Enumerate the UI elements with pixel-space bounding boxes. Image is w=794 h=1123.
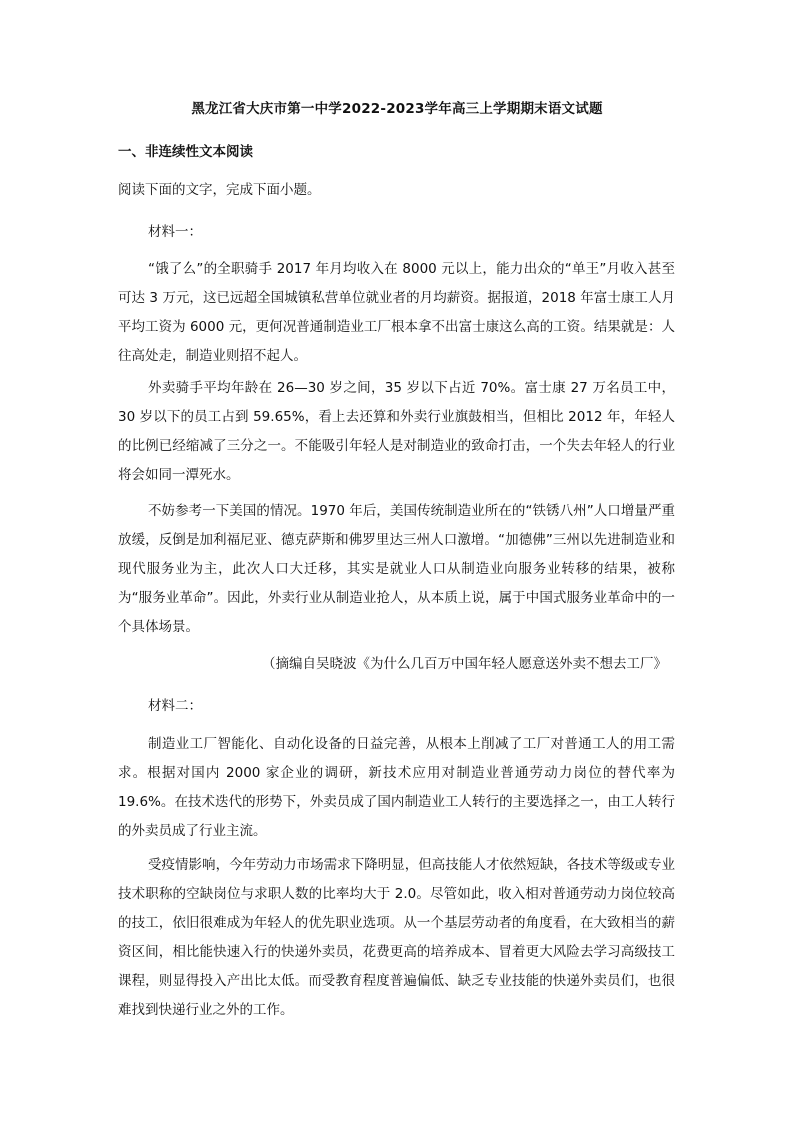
material-two-label: 材料二： — [148, 698, 202, 714]
section-heading: 一、非连续性文本阅读 — [118, 144, 253, 160]
material-one-paragraph-2: 外卖骑手平均年龄在 26—30 岁之间，35 岁以下占近 70%。富士康 27 万名员工中，30 岁以下的员工占到 59.65%，看上去还算和外卖行业旗鼓相当，但相比 2012 年，年轻人的比例已经缩减了三分之一。不能吸引年轻人是对制造业的致命打击，一个失去年轻人的行业将会如同一潭死水。 — [118, 380, 675, 483]
material-two-paragraph-1: 制造业工厂智能化、自动化设备的日益完善，从根本上削减了工厂对普通工人的用工需求。根据对国内 2000 家企业的调研，新技术应用对制造业普通劳动力岗位的替代率为 19.6%。在技术迭代的形势下，外卖员成了国内制造业工人转行的主要选择之一，由工人转行的外卖员成了行业主流。 — [118, 736, 675, 839]
material-two-paragraph-2: 受疫情影响，今年劳动力市场需求下降明显，但高技能人才依然短缺，各技术等级或专业技术职称的空缺岗位与求职人数的比率均大于 2.0。尽管如此，收入相对普通劳动力岗位较高的技工，依旧很难成为年轻人的优先职业选项。从一个基层劳动者的角度看，在大致相当的薪资区间，相比能快速入行的快递外卖员，花费更高的培养成本、冒着更大风险去学习高级技工课程，则显得投入产出比太低。而受教育程度普遍偏低、缺乏专业技能的快递外卖员们，也很难找到快递行业之外的工作。 — [118, 857, 675, 1018]
document-title: 黑龙江省大庆市第一中学2022-2023学年高三上学期期末语文试题 — [191, 101, 603, 117]
material-one-label: 材料一： — [148, 224, 202, 240]
material-one-paragraph-1: “饿了么”的全职骑手 2017 年月均收入在 8000 元以上，能力出众的“单王”月收入甚至可达 3 万元，这已远超全国城镇私营单位就业者的月均薪资。据报道，2018 年富士康工人月平均工资为 6000 元，更何况普通制造业工厂根本拿不出富士康这么高的工资。结果就是：人往高处走，制造业则招不起人。 — [118, 261, 675, 364]
material-one-source: （摘编自吴晓波《为什么几百万中国年轻人愿意送外卖不想去工厂》 — [262, 656, 667, 672]
instruction-text: 阅读下面的文字，完成下面小题。 — [118, 182, 321, 198]
material-one-paragraph-3: 不妨参考一下美国的情况。1970 年后，美国传统制造业所在的“铁锈八州”人口增量严重放缓，反倒是加利福尼亚、德克萨斯和佛罗里达三州人口激增。“加德佛”三州以先进制造业和现代服务业为主，此次人口大迁移，其实是就业人口从制造业向服务业转移的结果，被称为“服务业革命”。因此，外卖行业从制造业抢人，从本质上说，属于中国式服务业革命中的一个具体场景。 — [118, 503, 675, 635]
